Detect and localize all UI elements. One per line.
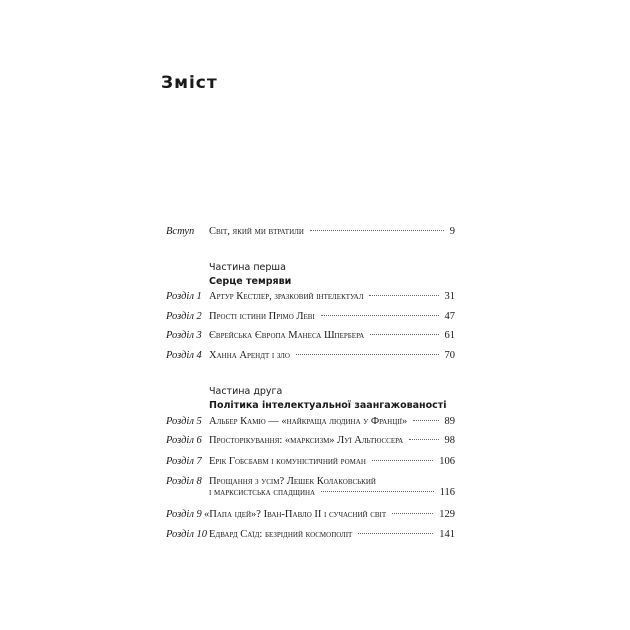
dot-leader (413, 420, 438, 421)
entry-title: Єврейська Європа Манеса Шпербера (209, 330, 365, 341)
toc-entry[interactable] (209, 416, 455, 427)
entry-title: «Папа ідей»? Іван-Павло II і сучасний світ (204, 509, 387, 520)
dot-leader (392, 513, 433, 514)
entry-page: 116 (439, 487, 455, 498)
toc-entry[interactable] (204, 509, 455, 520)
chapter-label: Розділ 1 (166, 291, 202, 302)
entry-title: Прості істини Прімо Леві (209, 311, 315, 322)
chapter-label: Розділ 2 (166, 311, 202, 322)
part-subtitle: Політика інтелектуальної заангажованості (209, 400, 447, 411)
entry-page: 106 (439, 456, 455, 467)
chapter-label: Розділ 9 (166, 509, 202, 520)
entry-page: 89 (444, 416, 455, 427)
entry-title: Альбер Камю — «найкраща людина у Франції» (209, 416, 408, 427)
entry-page: 47 (444, 311, 455, 322)
entry-title-line1: Прощання з усім? Лешек Колаковський (209, 476, 376, 487)
dot-leader (409, 439, 438, 440)
dot-leader (296, 354, 439, 355)
toc-entry[interactable] (209, 476, 455, 498)
toc-entry-intro[interactable] (209, 226, 455, 237)
entry-page: 129 (439, 509, 455, 520)
toc-entry[interactable] (209, 291, 455, 302)
entry-title: Світ, який ми втратили (209, 226, 304, 237)
dot-leader (321, 491, 434, 492)
toc-entry[interactable] (209, 311, 455, 322)
toc-entry[interactable] (209, 330, 455, 341)
toc-entry[interactable] (209, 456, 455, 467)
entry-title: Артур Кестлер, зразковий інтелектуал (209, 291, 364, 302)
entry-page: 141 (439, 529, 455, 540)
dot-leader (321, 315, 439, 316)
chapter-label: Розділ 3 (166, 330, 202, 341)
toc-entry[interactable] (209, 529, 455, 540)
entry-title: Просторікування: «марксизм» Луї Альтюссера (209, 435, 404, 446)
entry-title-line2: і марксистська спадщина (209, 487, 316, 498)
entry-page: 31 (444, 291, 455, 302)
entry-page: 98 (444, 435, 455, 446)
chapter-label: Розділ 7 (166, 456, 202, 467)
dot-leader (370, 334, 438, 335)
entry-page: 70 (444, 350, 455, 361)
chapter-label: Розділ 6 (166, 435, 202, 446)
chapter-label: Розділ 8 (166, 476, 202, 487)
chapter-label: Розділ 4 (166, 350, 202, 361)
dot-leader (369, 295, 438, 296)
part-heading: Частина перша (209, 262, 286, 273)
entry-title: Едвард Саїд: безрідний космополіт (209, 529, 353, 540)
dot-leader (310, 230, 444, 231)
entry-page: 9 (449, 226, 455, 237)
part-heading: Частина друга (209, 386, 283, 397)
entry-page: 61 (444, 330, 455, 341)
entry-title: Ерік Гобсбавм і комуністичний роман (209, 456, 366, 467)
intro-label: Вступ (166, 226, 195, 237)
chapter-label: Розділ 10 (166, 529, 208, 540)
dot-leader (358, 533, 433, 534)
page-title: Зміст (161, 73, 218, 93)
dot-leader (372, 460, 433, 461)
part-subtitle: Серце темряви (209, 276, 292, 287)
toc-entry[interactable] (209, 350, 455, 361)
chapter-label: Розділ 5 (166, 416, 202, 427)
toc-entry[interactable] (209, 435, 455, 446)
entry-title: Ханна Арендт і зло (209, 350, 290, 361)
